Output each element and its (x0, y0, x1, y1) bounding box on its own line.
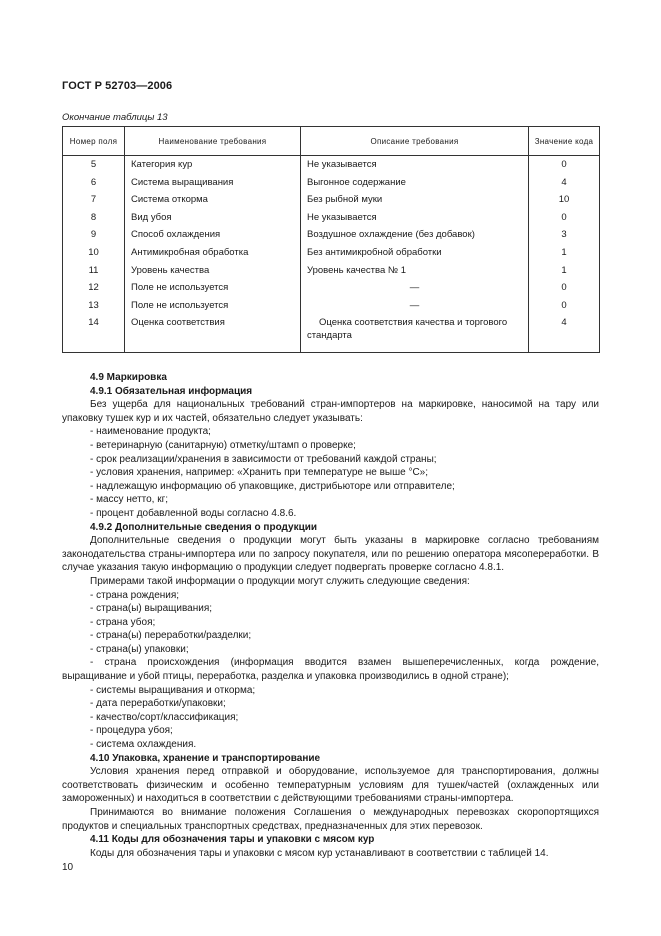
cell-no: 11 (63, 262, 125, 280)
cell-no: 8 (63, 209, 125, 227)
table-row (63, 279, 600, 297)
cell-name: Вид убоя (125, 209, 301, 227)
section-heading: 4.11 Коды для обозначения тары и упаковки с мясом кур (90, 834, 375, 846)
list-item: - дата переработки/упаковки; (90, 698, 226, 710)
list-item: - страна(ы) переработки/разделки; (90, 630, 252, 642)
cell-code: 10 (529, 191, 600, 209)
list-item: - ветеринарную (санитарную) отметку/штамп о проверке; (90, 439, 356, 451)
list-item: - страна происхождения (информация вводится взамен вышеперечисленных, когда рождение, выращивание и убой птицы, переработка, разделка и упаковка производились в одной стране); (62, 657, 599, 683)
list-item: - срок реализации/хранения в зависимости от требований каждой страны; (90, 453, 437, 465)
table-row (63, 209, 600, 227)
table-row (63, 226, 600, 244)
cell-desc: Выгонное содержание (301, 174, 529, 192)
cell-desc: Без рыбной муки (301, 191, 529, 209)
list-item: - массу нетто, кг; (90, 494, 169, 506)
table-header-row (63, 127, 600, 156)
cell-no: 6 (63, 174, 125, 192)
cell-name: Система выращивания (125, 174, 301, 192)
cell-name: Антимикробная обработка (125, 244, 301, 262)
table-row (63, 174, 600, 192)
cell-code: 0 (529, 297, 600, 315)
cell-code: 0 (529, 209, 600, 227)
paragraph: Принимаются во внимание положения Соглашения о международных перевозках скоропортящихся продуктов и специальных транспортных средствах, предназначенных для этих перевозок. (62, 807, 599, 832)
cell-desc: Воздушное охлаждение (без добавок) (301, 226, 529, 244)
cell-code: 0 (529, 279, 600, 297)
cell-no: 7 (63, 191, 125, 209)
cell-no: 12 (63, 279, 125, 297)
cell-name: Поле не используется (125, 279, 301, 297)
list-item: - системы выращивания и откорма; (90, 684, 256, 696)
cell-desc: — (301, 297, 529, 315)
table-caption: Окончание таблицы 13 (62, 112, 168, 123)
list-item: - процедура убоя; (90, 725, 173, 737)
cell-desc: Уровень качества № 1 (301, 262, 529, 280)
cell-name: Уровень качества (125, 262, 301, 280)
section-heading: 4.9.1 Обязательная информация (90, 385, 253, 397)
cell-code: 0 (529, 156, 600, 174)
cell-name: Способ охлаждения (125, 226, 301, 244)
cell-desc: Без антимикробной обработки (301, 244, 529, 262)
list-item: - страна(ы) выращивания; (90, 603, 213, 615)
paragraph: Коды для обозначения тары и упаковки с мясом кур устанавливают в соответствии с таблицей 14. (90, 847, 549, 859)
paragraph: Без ущерба для национальных требований стран-импортеров на маркировке, наносимой на тару или упаковку тушек кур и их частей, обязательно следует указывать: (62, 399, 599, 424)
list-item: - наименование продукта; (90, 426, 211, 438)
cell-no: 13 (63, 297, 125, 315)
table-row (63, 191, 600, 209)
cell-desc: Оценка соответствия качества и торгового стандарта (301, 314, 529, 353)
table-row (63, 156, 600, 174)
list-item: - страна убоя; (90, 616, 156, 628)
section-heading: 4.9.2 Дополнительные сведения о продукции (90, 521, 318, 533)
cell-no: 9 (63, 226, 125, 244)
cell-no: 5 (63, 156, 125, 174)
cell-desc: Не указывается (301, 209, 529, 227)
cell-no: 14 (63, 314, 125, 353)
cell-code: 1 (529, 244, 600, 262)
list-item: - система охлаждения. (90, 739, 197, 751)
list-item: - надлежащую информацию об упаковщике, дистрибьюторе или отправителе; (90, 480, 455, 492)
cell-code: 4 (529, 314, 600, 353)
header-description: Описание требования (301, 127, 529, 156)
list-item: - страна рождения; (90, 589, 180, 601)
cell-code: 3 (529, 226, 600, 244)
cell-desc: — (301, 279, 529, 297)
cell-name: Поле не используется (125, 297, 301, 315)
cell-name: Оценка соответствия (125, 314, 301, 353)
header-code: Значение кода (529, 127, 600, 156)
table-row (63, 244, 600, 262)
section-heading: 4.9 Маркировка (90, 372, 167, 383)
cell-name: Система откорма (125, 191, 301, 209)
requirements-table (62, 126, 600, 353)
list-item: - процент добавленной воды согласно 4.8.6. (90, 507, 297, 519)
cell-name: Категория кур (125, 156, 301, 174)
table-row (63, 314, 600, 353)
header-name: Наименование требования (125, 127, 301, 156)
page-number: 10 (62, 862, 74, 873)
table-row (63, 262, 600, 280)
list-item: - качество/сорт/классификация; (90, 711, 239, 723)
table-row (63, 297, 600, 315)
paragraph: Примерами такой информации о продукции могут служить следующие сведения: (90, 575, 470, 587)
document-code: ГОСТ Р 52703—2006 (62, 80, 173, 92)
body-text (62, 371, 599, 860)
paragraph: Дополнительные сведения о продукции могут быть указаны в маркировке согласно требованиям законодательства страны-импортера или по запросу покупателя, или по решению оператора мясопереработки. В случае указания такую информацию о продукции следует подвергать проверке согласно 4.8.1. (62, 535, 599, 574)
cell-code: 4 (529, 174, 600, 192)
cell-code: 1 (529, 262, 600, 280)
paragraph: Условия хранения перед отправкой и оборудование, используемое для транспортирования, должны соответствовать физическим и особенно температурным условиям для тушек/частей (охлажденных или замороженных) и находиться в соответствии с действующими требованиями страны-импортера. (62, 766, 599, 805)
section-heading: 4.10 Упаковка, хранение и транспортирование (90, 752, 321, 764)
cell-desc: Не указывается (301, 156, 529, 174)
list-item: - условия хранения, например: «Хранить при температуре не выше °С»; (90, 467, 429, 479)
list-item: - страна(ы) упаковки; (90, 643, 189, 655)
header-field-no: Номер поля (63, 127, 125, 156)
cell-no: 10 (63, 244, 125, 262)
